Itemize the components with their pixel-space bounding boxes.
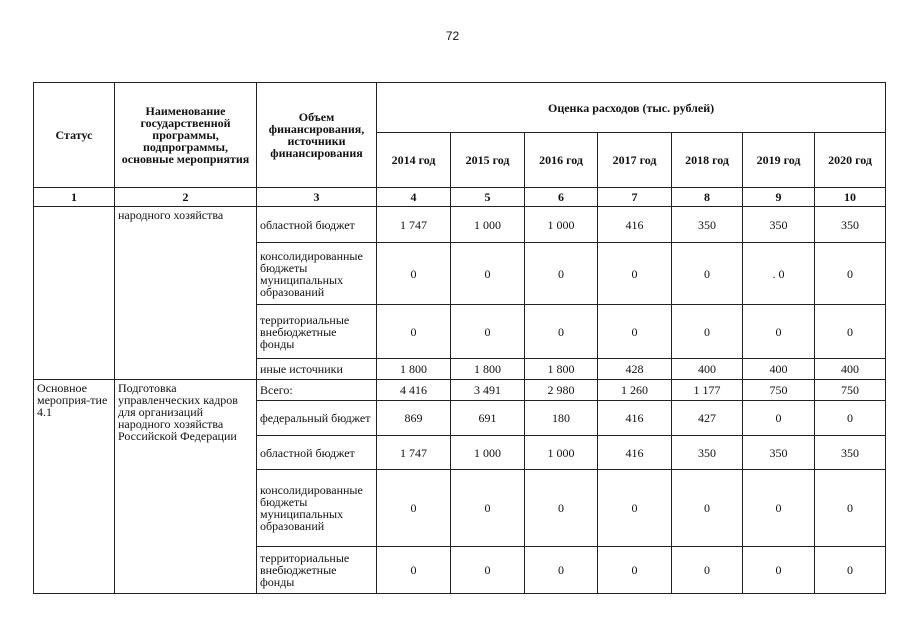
value-cell: 0 [743,470,815,547]
value-cell: 1 177 [672,380,743,401]
value-cell: 0 [598,547,672,594]
value-cell: 400 [743,359,815,380]
header-year: 2016 год [525,133,598,188]
value-cell: 0 [815,401,886,436]
value-cell: 0 [451,470,525,547]
value-cell: 400 [672,359,743,380]
source-cell: областной бюджет [257,436,377,470]
value-cell: 0 [743,547,815,594]
value-cell: 0 [815,305,886,359]
value-cell: 1 000 [451,436,525,470]
name-cell: народного хозяйства [115,207,257,380]
column-index: 5 [451,188,525,207]
page-number: 72 [445,29,460,43]
value-cell: 0 [525,547,598,594]
source-cell: иные источники [257,359,377,380]
value-cell: 416 [598,401,672,436]
source-cell: консолидированные бюджеты муниципальных образований [257,243,377,305]
value-cell: 428 [598,359,672,380]
table-row [34,207,886,243]
header-year: 2020 год [815,133,886,188]
source-cell: областной бюджет [257,207,377,243]
value-cell: . 0 [743,243,815,305]
column-index: 9 [743,188,815,207]
status-cell [34,207,115,380]
value-cell: 1 000 [525,436,598,470]
value-cell: 0 [598,243,672,305]
value-cell: 350 [815,207,886,243]
value-cell: 0 [377,305,451,359]
value-cell: 1 747 [377,436,451,470]
value-cell: 1 000 [451,207,525,243]
value-cell: 1 800 [451,359,525,380]
financing-table [33,82,886,594]
header-year: 2015 год [451,133,525,188]
header-year: 2017 год [598,133,672,188]
value-cell: 416 [598,436,672,470]
header-estimate: Оценка расходов (тыс. рублей) [377,83,886,133]
value-cell: 0 [451,243,525,305]
value-cell: 0 [815,243,886,305]
value-cell: 350 [743,207,815,243]
value-cell: 0 [451,547,525,594]
column-index: 1 [34,188,115,207]
value-cell: 180 [525,401,598,436]
value-cell: 3 491 [451,380,525,401]
value-cell: 750 [815,380,886,401]
value-cell: 0 [743,305,815,359]
name-cell: Подготовка управленческих кадров для организаций народного хозяйства Российской Федерации [115,380,257,594]
value-cell: 0 [672,547,743,594]
column-index: 8 [672,188,743,207]
value-cell: 0 [525,243,598,305]
value-cell: 0 [672,470,743,547]
source-cell: территориальные внебюджетные фонды [257,547,377,594]
value-cell: 350 [743,436,815,470]
value-cell: 869 [377,401,451,436]
value-cell: 0 [525,470,598,547]
value-cell: 0 [377,470,451,547]
source-cell: федеральный бюджет [257,401,377,436]
column-index: 7 [598,188,672,207]
value-cell: 0 [672,305,743,359]
value-cell: 691 [451,401,525,436]
value-cell: 0 [598,470,672,547]
value-cell: 427 [672,401,743,436]
column-index-row [34,188,886,207]
value-cell: 416 [598,207,672,243]
status-cell: Основное мероприя-тие 4.1 [34,380,115,594]
column-index: 3 [257,188,377,207]
value-cell: 1 260 [598,380,672,401]
header-row-1 [34,83,886,133]
header-volume: Объем финансирования, источники финансирования [257,83,377,188]
value-cell: 350 [672,207,743,243]
value-cell: 1 800 [525,359,598,380]
value-cell: 0 [815,547,886,594]
value-cell: 1 747 [377,207,451,243]
table-row [34,380,886,401]
value-cell: 0 [377,547,451,594]
value-cell: 350 [672,436,743,470]
column-index: 2 [115,188,257,207]
value-cell: 1 000 [525,207,598,243]
header-year: 2019 год [743,133,815,188]
value-cell: 4 416 [377,380,451,401]
value-cell: 0 [451,305,525,359]
value-cell: 0 [743,401,815,436]
value-cell: 0 [598,305,672,359]
value-cell: 1 800 [377,359,451,380]
header-year: 2018 год [672,133,743,188]
header-status: Статус [34,83,115,188]
header-name: Наименование государственной программы, подпрограммы, основные мероприятия [115,83,257,188]
value-cell: 0 [815,470,886,547]
source-cell: консолидированные бюджеты муниципальных образований [257,470,377,547]
value-cell: 0 [525,305,598,359]
column-index: 4 [377,188,451,207]
column-index: 6 [525,188,598,207]
value-cell: 2 980 [525,380,598,401]
value-cell: 400 [815,359,886,380]
value-cell: 0 [377,243,451,305]
value-cell: 750 [743,380,815,401]
value-cell: 0 [672,243,743,305]
value-cell: 350 [815,436,886,470]
column-index: 10 [815,188,886,207]
header-year: 2014 год [377,133,451,188]
source-cell: территориальные внебюджетные фонды [257,305,377,359]
source-cell: Всего: [257,380,377,401]
